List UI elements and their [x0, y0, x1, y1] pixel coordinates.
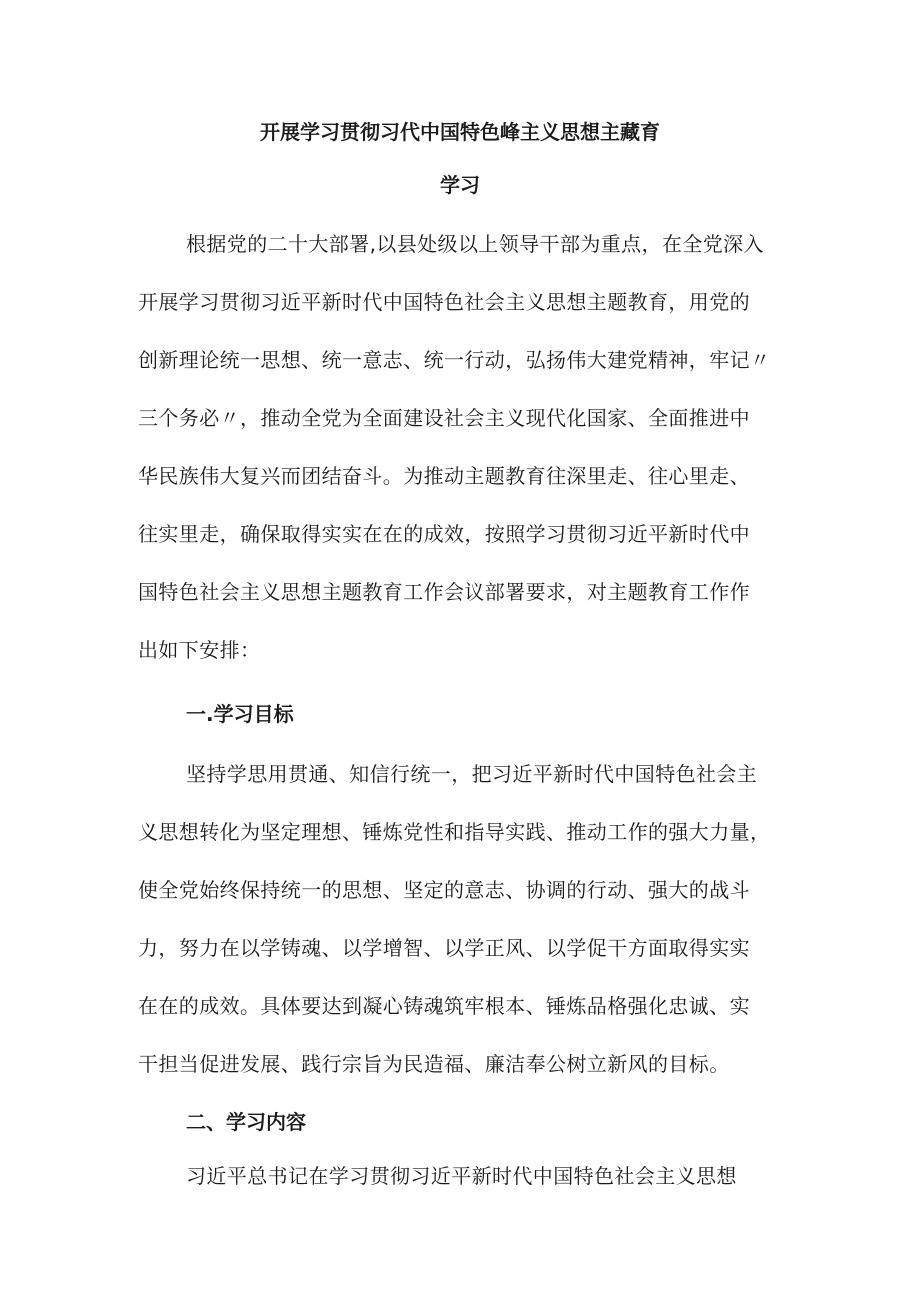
intro-paragraph-line: 三个务必〃，推动全党为全面建设社会主义现代化国家、全面推进中 — [138, 406, 750, 430]
goals-paragraph-line: 坚持学思用贯通、知信行统一，把习近平新时代中国特色社会主 — [186, 762, 758, 786]
intro-paragraph-line: 国特色社会主义思想主题教育工作会议部署要求，对主题教育工作作 — [138, 580, 750, 604]
intro-paragraph-line: 往实里走，确保取得实实在在的成效，按照学习贯彻习近平新时代中 — [138, 522, 750, 546]
goals-paragraph-line: 力，努力在以学铸魂、以学增智、以学正风、以学促干方面取得实实 — [138, 936, 750, 960]
goals-paragraph-line: 在在的成效。具体要达到凝心铸魂筑牢根本、锤炼品格强化忠诚、实 — [138, 994, 750, 1018]
intro-paragraph-line: 创新理论统一思想、统一意志、统一行动，弘扬伟大建党精神，牢记〃 — [138, 348, 771, 372]
document-title-line-2: 学习 — [440, 173, 480, 197]
section-heading-learning-goals: 一.学习目标 — [186, 702, 294, 726]
section-heading-learning-content: 二、学习内容 — [186, 1110, 306, 1134]
goals-paragraph-line: 干担当促进发展、践行宗旨为民造福、廉洁奉公树立新风的目标。 — [138, 1052, 730, 1076]
intro-paragraph-line: 根据党的二十大部署,以县处级以上领导干部为重点，在全党深入 — [186, 232, 764, 256]
document-title-line-1: 开展学习贯彻习代中国特色峰主义思想主藏育 — [260, 120, 660, 144]
content-paragraph-line: 习近平总书记在学习贯彻习近平新时代中国特色社会主义思想 — [186, 1164, 737, 1188]
goals-paragraph-line: 使全党始终保持统一的思想、坚定的意志、协调的行动、强大的战斗 — [138, 878, 750, 902]
goals-paragraph-line: 义思想转化为坚定理想、锤炼党性和指导实践、推动工作的强大力量， — [138, 820, 771, 844]
intro-paragraph-line: 开展学习贯彻习近平新时代中国特色社会主义思想主题教育，用党的 — [138, 290, 750, 314]
intro-paragraph-line: 出如下安排： — [138, 638, 261, 662]
intro-paragraph-line: 华民族伟大复兴而团结奋斗。为推动主题教育往深里走、往心里走、 — [138, 464, 750, 488]
